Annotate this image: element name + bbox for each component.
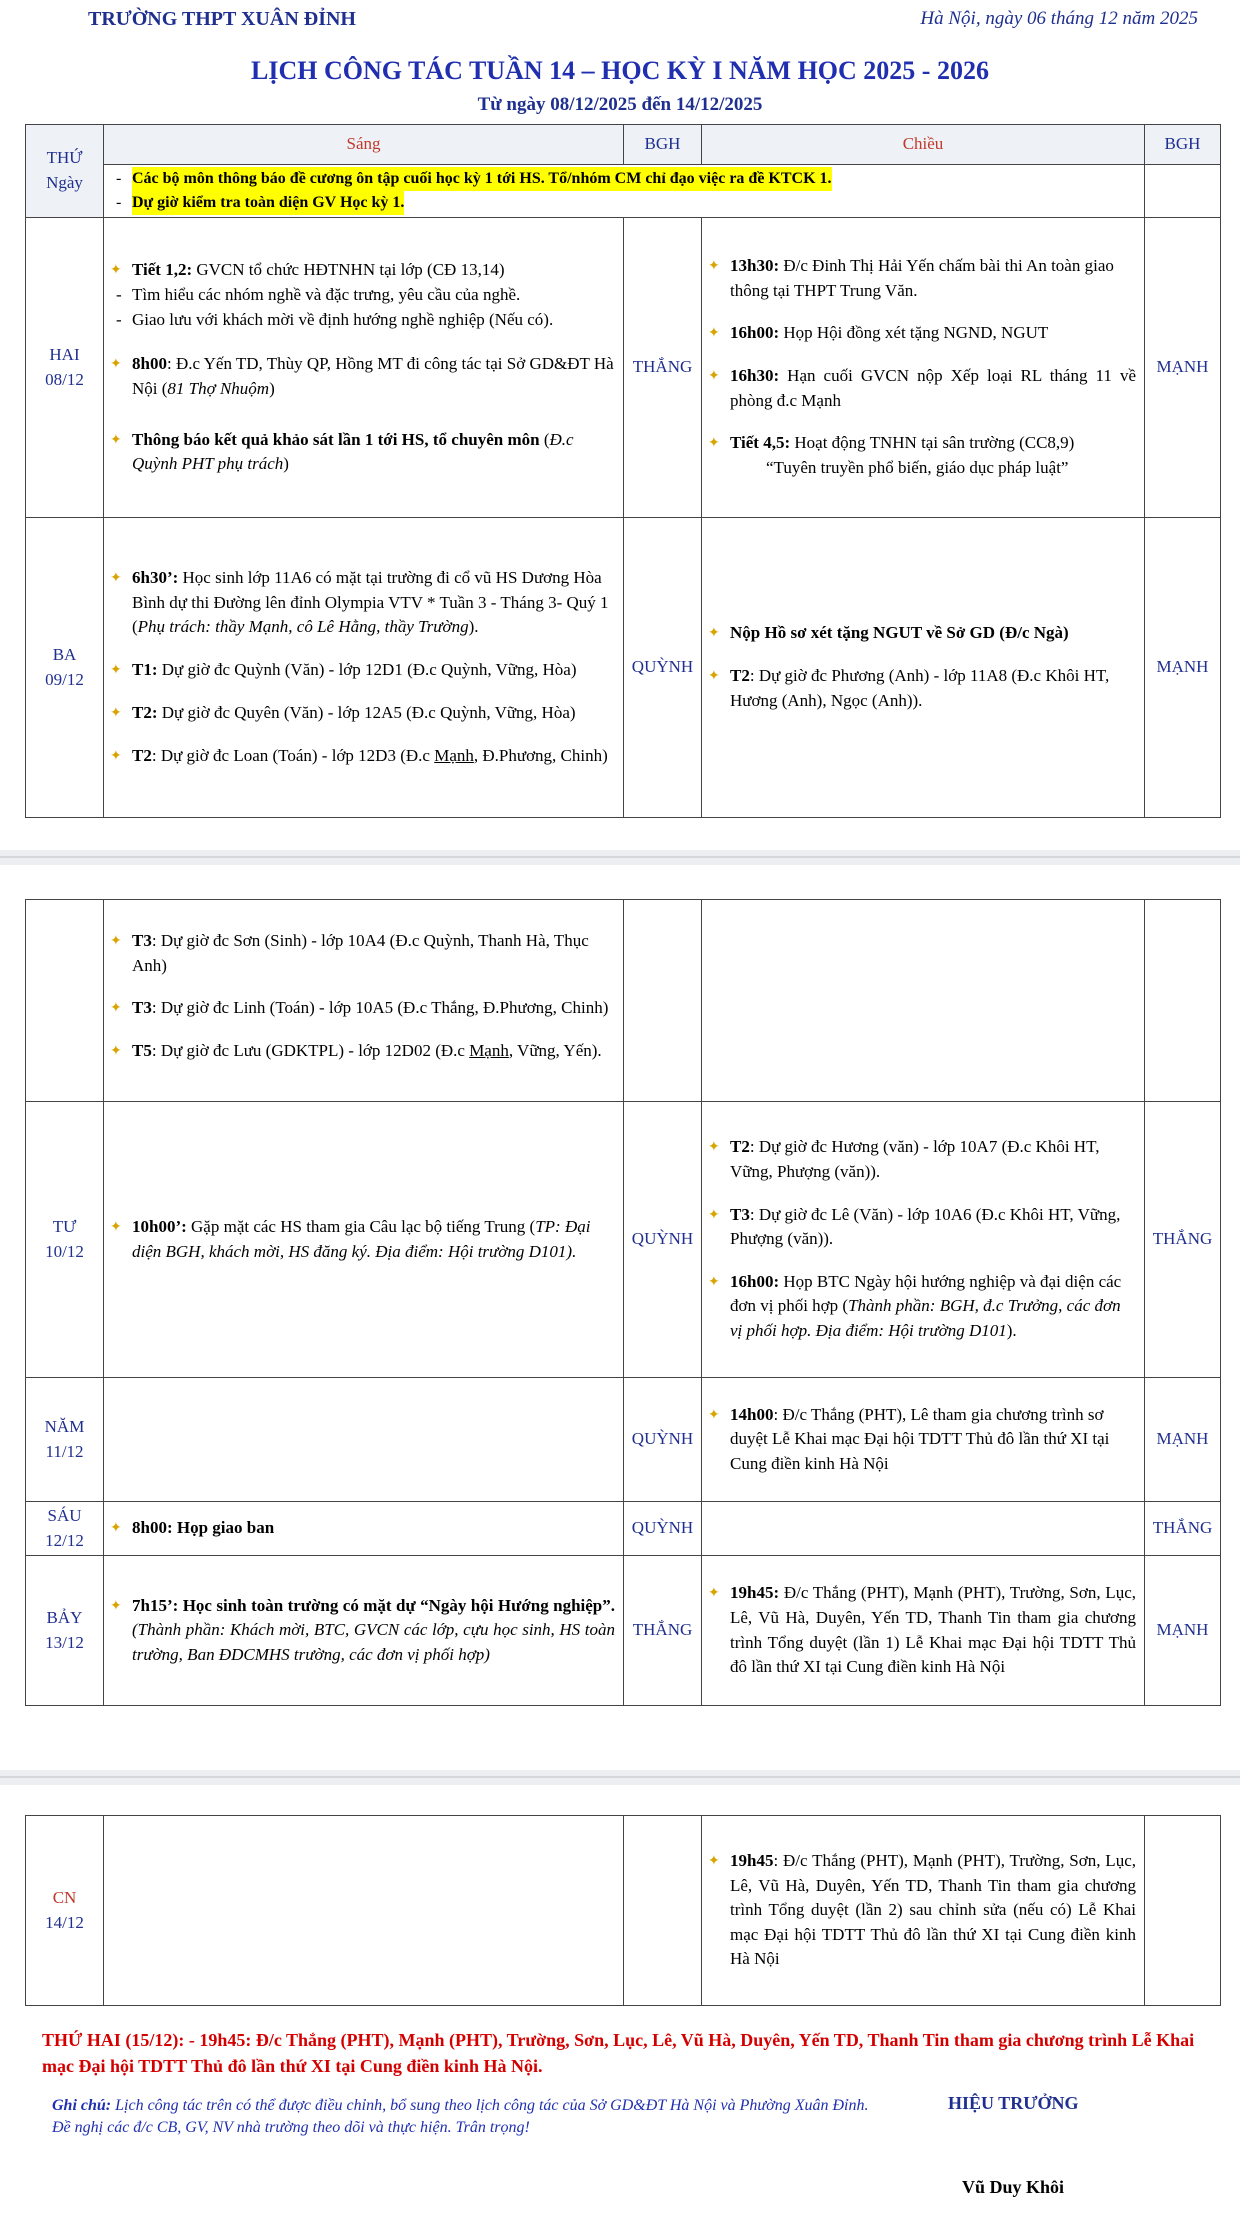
bgh-monday-afternoon: MẠNH (1145, 218, 1221, 518)
principal-name: Vũ Duy Khôi (962, 2177, 1065, 2197)
pushpin-bullet-icon: ✦ (110, 1044, 122, 1060)
day-cell-friday: SÁU 12/12 (26, 1502, 104, 1556)
bgh-saturday-morning: THẮNG (624, 1556, 702, 1706)
bgh-thursday-morning: QUỲNH (624, 1378, 702, 1502)
pushpin-bullet-icon: ✦ (110, 1521, 122, 1536)
bgh-wednesday-morning: QUỲNH (624, 1102, 702, 1378)
pushpin-bullet-icon: ✦ (110, 933, 122, 949)
pushpin-bullet-icon: ✦ (708, 436, 720, 452)
bgh-friday-afternoon: THẮNG (1145, 1502, 1221, 1556)
row-saturday (26, 1556, 1221, 1706)
row-tuesday (26, 518, 1221, 818)
page-break-2 (0, 1770, 1240, 1785)
col-header-day: THỨ Ngày (26, 125, 104, 218)
day-cell-wednesday: TƯ 10/12 (26, 1102, 104, 1378)
pushpin-bullet-icon: ✦ (708, 669, 720, 685)
pushpin-bullet-icon: ✦ (110, 705, 122, 721)
bgh-saturday-afternoon: MẠNH (1145, 1556, 1221, 1706)
notice-line-2: Dự giờ kiểm tra toàn diện GV Học kỳ 1. (132, 191, 404, 215)
page-break-1 (0, 850, 1240, 865)
bgh-tuesday-afternoon: MẠNH (1145, 518, 1221, 818)
pushpin-bullet-icon: ✦ (110, 357, 122, 373)
col-header-bgh-morning: BGH (624, 125, 702, 165)
pushpin-bullet-icon: ✦ (708, 1140, 720, 1156)
pushpin-bullet-icon: ✦ (110, 748, 122, 764)
pushpin-bullet-icon: ✦ (110, 571, 122, 587)
pushpin-bullet-icon: ✦ (708, 258, 720, 274)
bgh-friday-morning: QUỲNH (624, 1502, 702, 1556)
bgh-wednesday-afternoon: THẮNG (1145, 1102, 1221, 1378)
tuesday-morning-continued: ✦ T3: Dự giờ đc Sơn (Sinh) - lớp 10A4 (Đ.c Quỳnh, Thanh Hà, Thục Anh) ✦ T3: Dự giờ đc Linh (Toán) - lớp 10A5 (Đ.c Thắng, Đ.Phương, Chinh) ✦ T5: Dự giờ đc Lưu (GDKTPL) - lớp 12D02 (Đ.c Mạnh, Vững, Yến). (104, 900, 624, 1102)
col-header-morning: Sáng (104, 125, 624, 165)
monday-afternoon: ✦ 13h30: Đ/c Đinh Thị Hải Yến chấm bài thi An toàn giao thông tại THPT Trung Văn. ✦ 16h00: Họp Hội đồng xét tặng NGND, NGUT ✦ 16h30: Hạn cuối GVCN nộp Xếp loại RL tháng 11 về phòng đ.c Mạnh ✦ Tiết 4,5: Hoạt động TNHN tại sân trường (CC8,9) “Tuyên truyền phổ biến, giáo dục pháp luật” (702, 218, 1145, 518)
bgh-tuesday-morning: QUỲNH (624, 518, 702, 818)
wednesday-afternoon: ✦ T2: Dự giờ đc Hương (văn) - lớp 10A7 (Đ.c Khôi HT, Vững, Phượng (văn)). ✦ T3: Dự giờ đc Lê (Văn) - lớp 10A6 (Đ.c Khôi HT, Vững, Phượng (văn)). ✦ 16h00: Họp BTC Ngày hội hướng nghiệp và đại diện các đơn vị phối hợp (Thành phần: BGH, đ.c Trưởng, các đơn vị phối hợp. Địa điểm: Hội trường D101). (702, 1102, 1145, 1378)
pushpin-bullet-icon: ✦ (708, 1274, 720, 1290)
footnote: Ghi chú: Lịch công tác trên có thể được điều chỉnh, bổ sung theo lịch công tác của Sở GD&ĐT Hà Nội và Phường Xuân Đỉnh. Đề nghị các đ/c CB, GV, NV nhà trường theo dõi và thực hiện. Trân trọng! (52, 2097, 869, 2137)
pushpin-bullet-icon: ✦ (708, 1586, 720, 1602)
saturday-afternoon: ✦ 19h45: Đ/c Thắng (PHT), Mạnh (PHT), Trường, Sơn, Lục, Lê, Vũ Hà, Duyên, Yến TD, Thanh Tin tham gia chương trình Tổng duyệt (lần 1) Lễ Khai mạc Đại hội TDTT Thủ đô lần thứ XI tại Cung điền kinh Hà Nội (702, 1556, 1145, 1706)
bgh-monday-morning: THẮNG (624, 218, 702, 518)
page-2 (0, 865, 1240, 1770)
pushpin-bullet-icon: ✦ (110, 263, 122, 279)
monday-next-week-note: THỨ HAI (15/12): - 19h45: Đ/c Thắng (PHT), Mạnh (PHT), Trường, Sơn, Lục, Lê, Vũ Hà, Duyên, Yến TD, Thanh Tin tham gia chương trình Lễ Khai mạc Đại hội TDTT Thủ đô lần thứ XI tại Cung điền kinh Hà Nội. (42, 2030, 1195, 2077)
pushpin-bullet-icon: ✦ (110, 1219, 122, 1235)
pushpin-bullet-icon: ✦ (708, 326, 720, 342)
day-cell-thursday: NĂM 11/12 (26, 1378, 104, 1502)
page-3 (0, 1785, 1240, 2219)
row-friday (26, 1502, 1221, 1556)
day-cell-monday: HAI 08/12 (26, 218, 104, 518)
friday-morning: ✦ 8h00: Họp giao ban (104, 1502, 624, 1556)
tuesday-morning: ✦ 6h30’: Học sinh lớp 11A6 có mặt tại trường đi cổ vũ HS Dương Hòa Bình dự thi Đường lên đỉnh Olympia VTV * Tuần 3 - Tháng 3- Quý 1 (Phụ trách: thầy Mạnh, cô Lê Hằng, thầy Trường). ✦ T1: Dự giờ đc Quỳnh (Văn) - lớp 12D1 (Đ.c Quỳnh, Vững, Hòa) ✦ T2: Dự giờ đc Quyên (Văn) - lớp 12A5 (Đ.c Quỳnh, Vững, Hòa) ✦ T2: Dự giờ đc Loan (Toán) - lớp 12D3 (Đ.c Mạnh, Đ.Phương, Chinh) (104, 518, 624, 818)
principal-title: HIỆU TRƯỞNG (948, 2093, 1079, 2113)
schedule-table-part-2 (25, 899, 1221, 1706)
pushpin-bullet-icon: ✦ (708, 1407, 720, 1423)
row-wednesday (26, 1102, 1221, 1378)
date-range: Từ ngày 08/12/2025 đến 14/12/2025 (477, 94, 763, 115)
bgh-thursday-afternoon: MẠNH (1145, 1378, 1221, 1502)
row-sunday (26, 1816, 1221, 2006)
row-tuesday-continued (26, 900, 1221, 1102)
pushpin-bullet-icon: ✦ (708, 1853, 720, 1869)
col-header-afternoon: Chiều (702, 125, 1145, 165)
schedule-title: LỊCH CÔNG TÁC TUẦN 14 – HỌC KỲ I NĂM HỌC 2025 - 2026 (251, 56, 989, 85)
tuesday-afternoon: ✦ Nộp Hồ sơ xét tặng NGUT về Sở GD (Đ/c Ngà) ✦ T2: Dự giờ đc Phương (Anh) - lớp 11A8 (Đ.c Khôi HT, Hương (Anh), Ngọc (Anh)). (702, 518, 1145, 818)
col-header-bgh-afternoon: BGH (1145, 125, 1221, 165)
weekly-notices: - Các bộ môn thông báo đề cương ôn tập cuối học kỳ 1 tới HS. Tổ/nhóm CM chỉ đạo việc ra đề KTCK 1. - Dự giờ kiểm tra toàn diện GV Học kỳ 1. (104, 165, 1145, 218)
schedule-table-part-1 (25, 124, 1221, 818)
pushpin-bullet-icon: ✦ (708, 626, 720, 642)
monday-morning: ✦ Tiết 1,2: GVCN tổ chức HĐTNHN tại lớp (CĐ 13,14) - Tìm hiểu các nhóm nghề và đặc trưng, yêu cầu của nghề. - Giao lưu với khách mời về định hướng nghề nghiệp (Nếu có). ✦ 8h00: Đ.c Yến TD, Thùy QP, Hồng MT đi công tác tại Sở GD&ĐT Hà Nội (81 Thợ Nhuộm) ✦ Thông báo kết quả khảo sát lần 1 tới HS, tổ chuyên môn (Đ.c Quỳnh PHT phụ trách) (104, 218, 624, 518)
pushpin-bullet-icon: ✦ (708, 369, 720, 385)
saturday-morning: ✦ 7h15’: Học sinh toàn trường có mặt dự “Ngày hội Hướng nghiệp”. (Thành phần: Khách mời, BTC, GVCN các lớp, cựu học sinh, HS toàn trường, Ban ĐDCMHS trường, các đơn vị phối hợp) (104, 1556, 624, 1706)
school-name: TRƯỜNG THPT XUÂN ĐỈNH (88, 8, 356, 30)
pushpin-bullet-icon: ✦ (708, 1207, 720, 1223)
sunday-afternoon: ✦ 19h45: Đ/c Thắng (PHT), Mạnh (PHT), Trường, Sơn, Lục, Lê, Vũ Hà, Duyên, Yến TD, Thanh Tin tham gia chương trình Tổng duyệt (lần 2) sau chỉnh sửa (nếu có) Lễ Khai mạc Đại hội TDTT Thủ đô lần thứ XI tại Cung điền kinh Hà Nội (702, 1816, 1145, 2006)
notice-line-1: Các bộ môn thông báo đề cương ôn tập cuối học kỳ 1 tới HS. Tổ/nhóm CM chỉ đạo việc ra đề KTCK 1. (132, 167, 832, 191)
pushpin-bullet-icon: ✦ (110, 1001, 122, 1017)
page-1 (0, 0, 1240, 850)
row-thursday (26, 1378, 1221, 1502)
wednesday-morning: ✦ 10h00’: Gặp mặt các HS tham gia Câu lạc bộ tiếng Trung (TP: Đại diện BGH, khách mời, HS đăng ký. Địa điểm: Hội trường D101). (104, 1102, 624, 1378)
day-cell-saturday: BẢY 13/12 (26, 1556, 104, 1706)
row-monday (26, 218, 1221, 518)
issue-date: Hà Nội, ngày 06 tháng 12 năm 2025 (920, 8, 1198, 29)
pushpin-bullet-icon: ✦ (110, 662, 122, 678)
schedule-table-part-3 (25, 1815, 1221, 2006)
day-cell-tuesday: BA 09/12 (26, 518, 104, 818)
day-cell-sunday: CN 14/12 (26, 1816, 104, 2006)
thursday-afternoon: ✦ 14h00: Đ/c Thắng (PHT), Lê tham gia chương trình sơ duyệt Lễ Khai mạc Đại hội TDTT Thủ đô lần thứ XI tại Cung điền kinh Hà Nội (702, 1378, 1145, 1502)
pushpin-bullet-icon: ✦ (110, 1598, 122, 1614)
pushpin-bullet-icon: ✦ (110, 432, 122, 448)
